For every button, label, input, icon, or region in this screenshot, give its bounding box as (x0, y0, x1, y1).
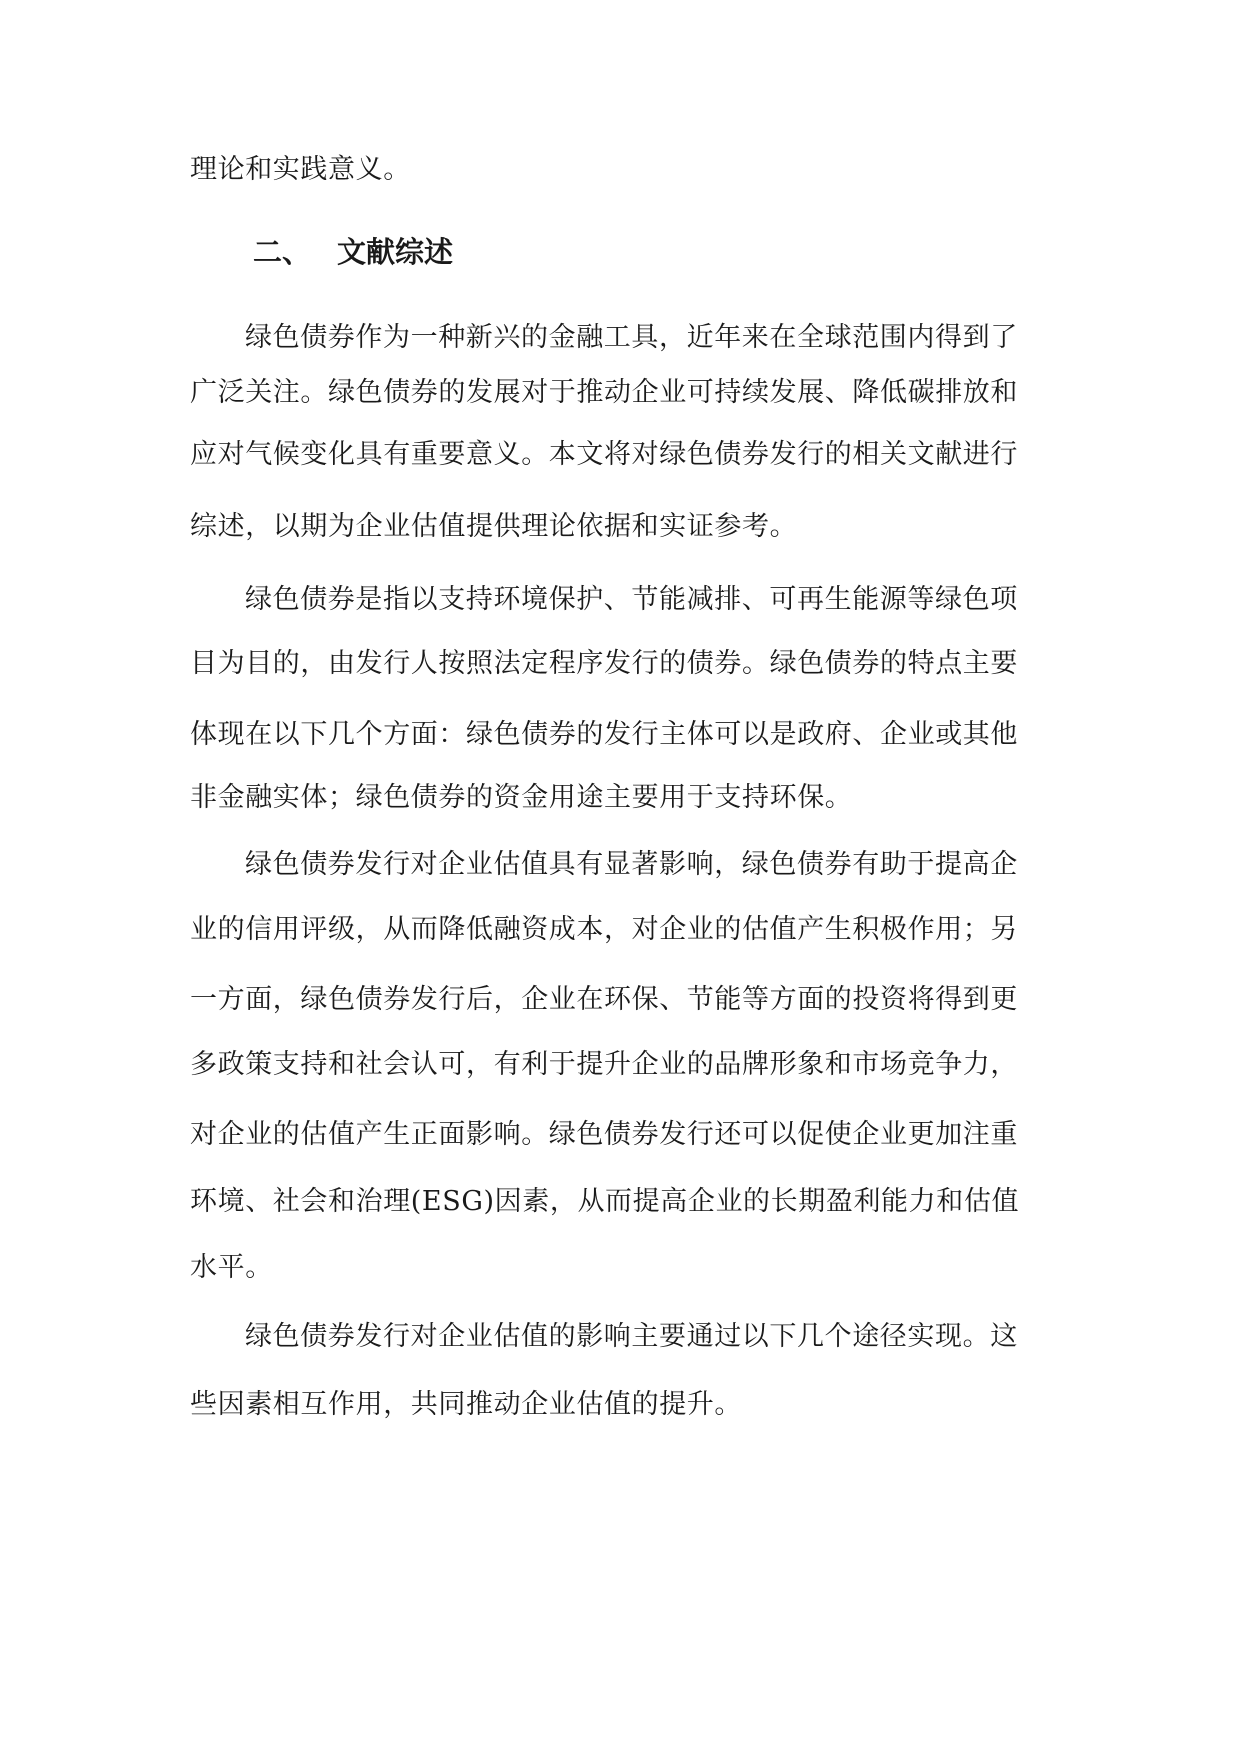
text-line: 多政策支持和社会认可，有利于提升企业的品牌形象和市场竞争力， (190, 1049, 1018, 1080)
section-heading (253, 232, 453, 272)
text-line: 应对气候变化具有重要意义。本文将对绿色债券发行的相关文献进行 (190, 439, 1018, 470)
text-line: 水平。 (190, 1252, 273, 1283)
text-line: 一方面，绿色债券发行后，企业在环保、节能等方面的投资将得到更 (190, 984, 1018, 1015)
text-line: 体现在以下几个方面：绿色债券的发行主体可以是政府、企业或其他 (190, 719, 1018, 750)
text-line: 综述，以期为企业估值提供理论依据和实证参考。 (190, 511, 798, 542)
text-line: 对企业的估值产生正面影响。绿色债券发行还可以促使企业更加注重 (190, 1119, 1018, 1150)
text-line: 环境、社会和治理(ESG)因素，从而提高企业的长期盈利能力和估值 (190, 1186, 1020, 1217)
text-line: 目为目的，由发行人按照法定程序发行的债券。绿色债券的特点主要 (190, 648, 1018, 679)
text-line: 些因素相互作用，共同推动企业估值的提升。 (190, 1389, 742, 1420)
section-title: 文献综述 (337, 235, 454, 269)
text-line: 理论和实践意义。 (190, 154, 411, 185)
text-line: 绿色债券是指以支持环境保护、节能减排、可再生能源等绿色项 (245, 584, 1018, 615)
text-line: 非金融实体；绿色债券的资金用途主要用于支持环保。 (190, 782, 853, 813)
text-line: 绿色债券发行对企业估值具有显著影响，绿色债券有助于提高企 (245, 849, 1018, 880)
text-line: 业的信用评级，从而降低融资成本，对企业的估值产生积极作用；另 (190, 914, 1018, 945)
text-line: 广泛关注。绿色债券的发展对于推动企业可持续发展、降低碳排放和 (190, 377, 1018, 408)
text-line: 绿色债券作为一种新兴的金融工具，近年来在全球范围内得到了 (245, 322, 1018, 353)
section-number: 二、 (253, 235, 312, 269)
text-line: 绿色债券发行对企业估值的影响主要通过以下几个途径实现。这 (245, 1321, 1018, 1352)
